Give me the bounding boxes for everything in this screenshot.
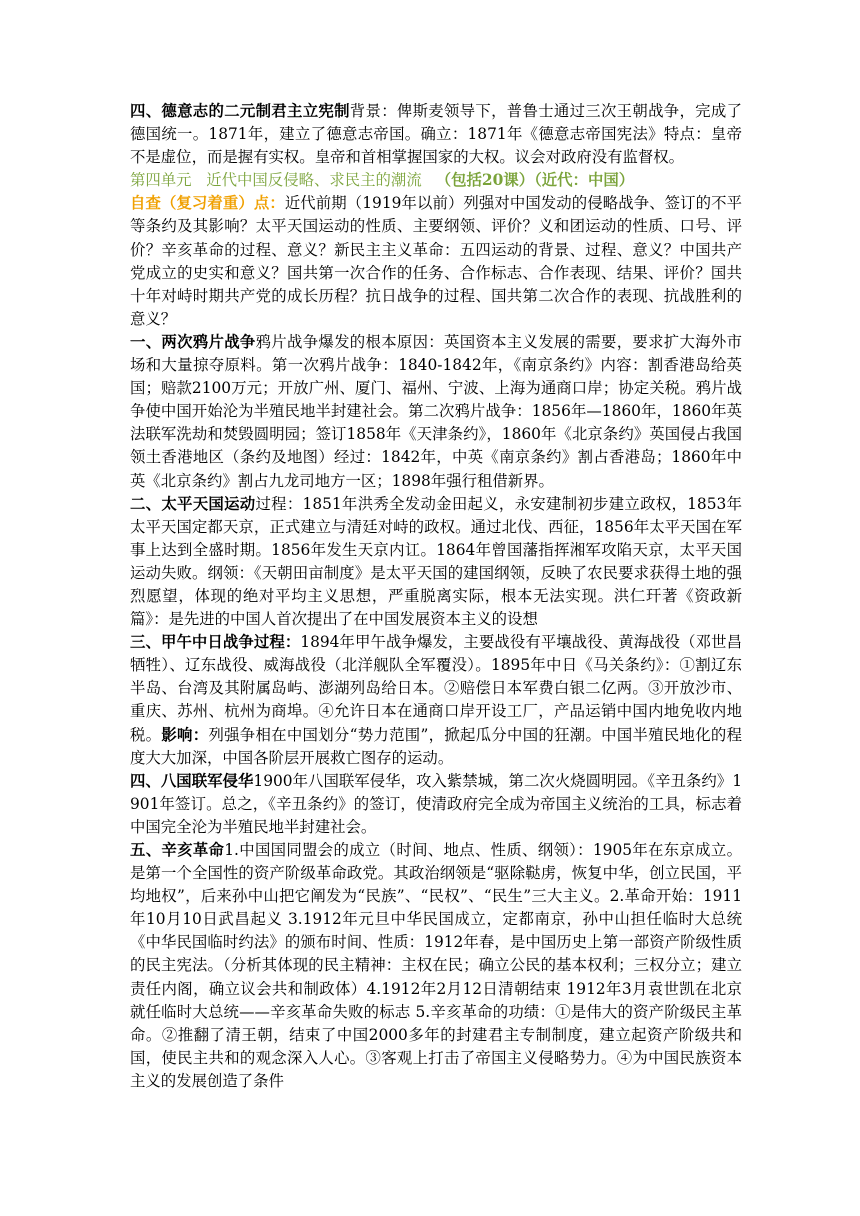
heading-eight-nation: 四、八国联军侵华 [130,771,254,790]
paragraph-german-monarchy [130,100,742,169]
paragraph-taiping [130,493,742,632]
self-check-label: 自查（复习着重）点： [130,194,285,213]
text-german-monarchy: 背景：俾斯麦领导下，普鲁士通过三次王朝战争，完成了德国统一。1871年，建立了德意志帝国。确立：1871年《德意志帝国宪法》特点：皇帝不是虚位，而是握有实权。皇帝和首相掌握国家的大权。议会对政府没有监督权。 [130,102,742,167]
paragraph-self-check [130,192,742,331]
unit-note: （包括20课）（近代：中国） [435,171,635,190]
text-opium-wars: 鸦片战争爆发的根本原因：英国资本主义发展的需要，要求扩大海外市场和大量掠夺原料。第一次鸦片战争：1840-1842年，《南京条约》内容：割香港岛给英国；赔款2100万元；开放广州、厦门、福州、宁波、上海为通商口岸；协定关税。鸦片战争使中国开始沦为半殖民地半封建社会。第二次鸦片战争：1856年—1860年，1860年英法联军洗劫和焚毁圆明园；签订1858年《天津条约》，1860年《北京条约》英国侵占我国领土香港地区（条约及地图）经过：1842年，中英《南京条约》割占香港岛；1860年中英《北京条约》割占九龙司地方一区；1898年强行租借新界。 [130,332,742,490]
heading-opium-wars: 一、两次鸦片战争 [130,332,256,351]
paragraph-sino-japanese-war [130,631,742,770]
heading-impact: 影响： [161,725,209,744]
paragraph-opium-wars [130,331,742,493]
heading-sino-japanese-war: 三、甲午中日战争过程： [130,633,301,652]
text-impact: 列强争相在中国划分“势力范围”，掀起瓜分中国的狂潮。中国半殖民地化的程度大大加深，中国各阶层开展救亡图存的运动。 [130,725,742,767]
text-taiping: 过程：1851年洪秀全发动金田起义，永安建制初步建立政权，1853年太平天国定都天京，正式建立与清廷对峙的政权。通过北伐、西征，1856年太平天国在军事上达到全盛时期。1856年发生天京内讧。1864年曾国藩指挥湘军攻陷天京，太平天国运动失败。纲领：《天朝田亩制度》是太平天国的建国纲领，反映了农民要求获得土地的强烈愿望，体现的绝对平均主义思想，严重脱离实际，根本无法实现。洪仁玕著《资政新篇》：是先进的中国人首次提出了在中国发展资本主义的设想 [130,494,742,629]
heading-taiping: 二、太平天国运动 [130,494,256,513]
paragraph-xinhai [130,839,742,1093]
text-eight-nation: 1900年八国联军侵华，攻入紫禁城，第二次火烧圆明园。《辛丑条约》1901年签订。总之，《辛丑条约》的签订，使清政府完全成为帝国主义统治的工具，标志着中国完全沦为半殖民地半封建社会。 [130,771,742,836]
heading-xinhai: 五、辛亥革命 [130,841,225,859]
heading-german-monarchy: 四、德意志的二元制君主立宪制 [130,102,350,120]
text-xinhai: 1.中国国同盟会的成立（时间、地点、性质、纲领）：1905年在东京成立。是第一个全国性的资产阶级革命政党。其政治纲领是“驱除鞑虏，恢复中华，创立民国，平均地权”，后来孙中山把它阐发为“民族”、“民权”、“民生”三大主义。2.革命开始：1911年10月10日武昌起义 3.1912年元旦中华民国成立，定都南京，孙中山担任临时大总统《中华民国临时约法》的颁布时间、性质：1912年春，是中国历史上第一部资产阶级性质的民主宪法。（分析其体现的民主精神：主权在民；确立公民的基本权利；三权分立；建立责任内阁，确立议会共和制政体）4.1912年2月12日清朝结束 1912年3月袁世凯在北京就任临时大总统——辛亥革命失败的标志 5.辛亥革命的功绩：①是伟大的资产阶级民主革命。②推翻了清王朝，结束了中国2000多年的封建君主专制制度，建立起资产阶级共和国，使民主共和的观念深入人心。③客观上打击了帝国主义侵略势力。④为中国民族资本主义的发展创造了条件 [130,841,742,1090]
self-check-text: 近代前期（1919年以前）列强对中国发动的侵略战争、签订的不平等条约及其影响？太平天国运动的性质、主要纲领、评价？义和团运动的性质、口号、评价？辛亥革命的过程、意义？新民主主义革命：五四运动的背景、过程、意义？中国共产党成立的史实和意义？国共第一次合作的任务、合作标志、合作表现、结果、评价？国共十年对峙时期共产党的成长历程？抗日战争的过程、国共第二次合作的表现、抗战胜利的意义？ [130,194,742,328]
unit-title-line [130,169,742,192]
document-page [130,100,742,1093]
paragraph-eight-nation [130,770,742,839]
text-sino-japanese-war: 1894年甲午战争爆发，主要战役有平壤战役、黄海战役（邓世昌牺牲）、辽东战役、威海战役（北洋舰队全军覆没）。1895年中日《马关条约》：①割辽东半岛、台湾及其附属岛屿、澎湖列岛给日本。②赔偿日本军费白银二亿两。③开放沙市、重庆、苏州、杭州为商埠。④允许日本在通商口岸开设工厂，产品运销中国内地免收内地税。 [130,633,742,744]
unit-title: 第四单元 近代中国反侵略、求民主的潮流 [130,171,422,190]
